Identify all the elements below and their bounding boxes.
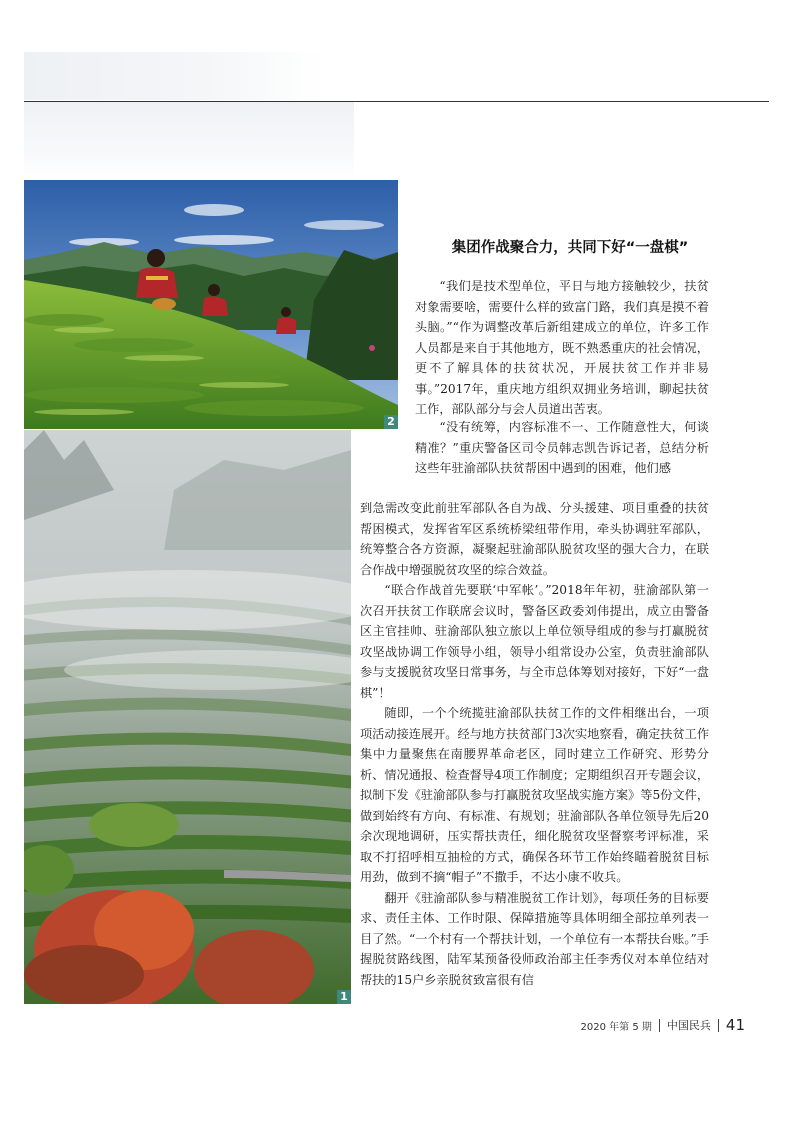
- paragraph: 翻开《驻渝部队参与精准脱贫工作计划》，每项任务的目标要求、责任主体、工作时限、保障措施等具体明细全部拉单列表一目了然。“一个村有一个帮扶计划，一个单位有一本帮扶台账。”手握脱贫路线图，陆军某预备役师政治部主任李秀仪对本单位结对帮扶的15户乡亲脱贫致富很有信: [360, 890, 709, 987]
- paragraph: 随即，一个个统揽驻渝部队扶贫工作的文件相继出台，一项项活动接连展开。经与地方扶贫部门3次实地察看，确定扶贫工作集中力量聚焦在南腰界革命老区，同时建立工作研究、形势分析、情况通报、检查督导4项工作制度；定期组织召开专题会议，拟制下发《驻渝部队参与打赢脱贫攻坚战实施方案》等5份文件，做到始终有方向、有标准、有规划；驻渝部队各单位领导先后20余次现地调研，压实帮扶责任，细化脱贫攻坚督察考评标准，采取不打招呼相互抽检的方式，确保各环节工作始终瞄着脱贫目标用劲，做到不摘“帽子”不撒手，不达小康不收兵。: [360, 706, 710, 884]
- article-column-top: [415, 276, 709, 420]
- photo-misty-tea-terraces: [24, 430, 351, 1004]
- paragraph-continuation: 到急需改变此前驻军部队各自为战、分头援建、项目重叠的扶贫帮困模式，发挥省军区系统桥梁纽带作用，牵头协调驻军部队，统筹整合各方资源，凝聚起驻渝部队脱贫攻坚的强大合力，在联合作战中增强脱贫攻坚的综合效益。: [360, 501, 709, 577]
- magazine-name: 中国民兵: [666, 1019, 711, 1032]
- photo-number-badge: 2: [384, 415, 398, 429]
- photo-tea-pickers: [24, 180, 398, 429]
- footer-divider: [659, 1019, 660, 1032]
- article-column-wide: [360, 498, 709, 990]
- tea-pickers-illustration: [24, 180, 398, 429]
- footer-divider: [718, 1019, 719, 1032]
- page-number: 41: [725, 1016, 745, 1034]
- photo-number-badge: 1: [337, 990, 351, 1004]
- article-column-middle: [415, 417, 709, 479]
- header-gradient-band: [24, 52, 324, 100]
- issue-label: 2020 年第 5 期: [580, 1021, 652, 1033]
- page-footer: [560, 1016, 745, 1034]
- tea-terraces-illustration: [24, 430, 351, 1004]
- section-heading: 集团作战聚合力，共同下好“一盘棋”: [451, 240, 689, 256]
- paragraph: “没有统筹，内容标准不一、工作随意性大，何谈精准？”重庆警备区司令员韩志凯告诉记者，总结分析这些年驻渝部队扶贫帮困中遇到的困难，他们感: [415, 420, 709, 475]
- paragraph: “我们是技术型单位，平日与地方接触较少，扶贫对象需要啥，需要什么样的致富门路，我们真是摸不着头脑。”“作为调整改革后新组建成立的单位，许多工作人员都是来自于其他地方，既不熟悉重庆的社会情况，更不了解具体的扶贫状况，开展扶贫工作并非易事。”2017年，重庆地方组织双拥业务培训，聊起扶贫工作，部队部分与会人员道出苦衷。: [415, 279, 709, 416]
- haze-band: [24, 102, 354, 180]
- paragraph: “联合作战首先要联‘中军帐’。”2018年年初，驻渝部队第一次召开扶贫工作联席会议时，警备区政委刘伟提出，成立由警备区主官挂帅、驻渝部队独立旅以上单位领导组成的参与打赢脱贫攻坚战协调工作领导小组，领导小组常设办公室，负责驻渝部队参与支援脱贫攻坚日常事务，与全市总体筹划对接好，下好“一盘棋”！: [360, 583, 709, 700]
